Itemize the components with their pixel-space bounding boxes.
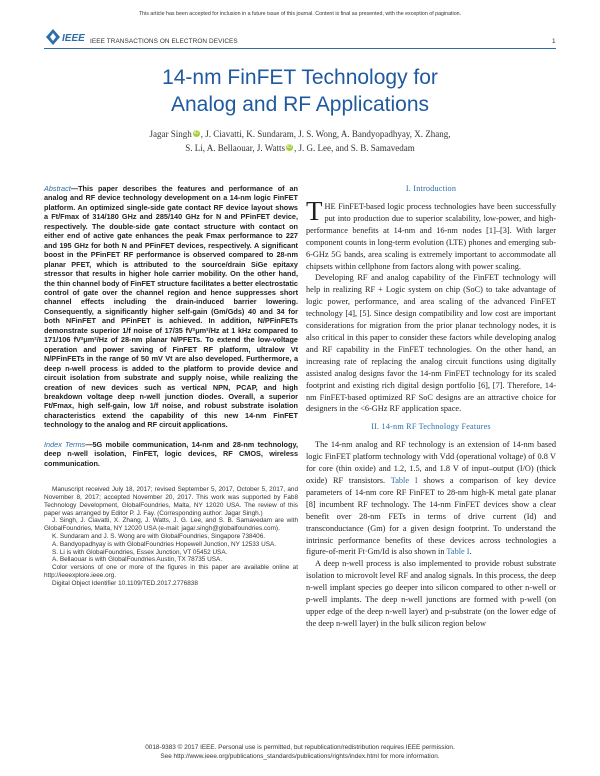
note-affiliation: K. Sundaram and J. S. Wong are with GlobalFoundries, Singapore 738406. <box>52 532 266 540</box>
ieee-logo <box>44 27 86 47</box>
index-terms <box>44 440 298 468</box>
note-affiliation: S. Li is with GlobalFoundries, Essex Junction, VT 05452 USA. <box>52 548 228 556</box>
left-column <box>44 184 298 588</box>
journal-name: IEEE TRANSACTIONS ON ELECTRON DEVICES <box>90 38 238 45</box>
authors-line-1 <box>110 127 490 141</box>
features-paragraph-1 <box>306 439 556 558</box>
right-column <box>306 184 556 630</box>
header-rule <box>44 48 556 49</box>
acceptance-notice: This article has been accepted for inclusion in a future issue of this journal. Content is final as presented, with the exception of pagination. <box>138 11 462 17</box>
note-doi: Digital Object Identifier 10.1109/TED.2017.2776838 <box>52 579 198 587</box>
table-i-link[interactable]: Table I <box>446 547 470 557</box>
manuscript-notes <box>44 486 298 587</box>
features-text-b: shows a comparison of key device parameters of 14-nm core RF FinFET to 28-nm high-K metal gate planar [8] incumbent RF technology. The 14-nm FinFET devices show a clear benefit over 28-nm FETs in terms of drive current (Id) and transconductance (Gm) for a given design footprint. To understand the intrinsic performance benefits of these devices across technologies a figure-of-merit Ft·Gm/Id is also shown in <box>306 476 556 557</box>
abstract <box>44 184 298 430</box>
title-line-2: Analog and RF Applications <box>171 93 429 116</box>
footer-line-1: 0018-9383 © 2017 IEEE. Personal use is permitted, but republication/redistribution requires IEEE permission. <box>145 744 455 751</box>
authors-line-2 <box>110 141 490 155</box>
footer-line-2: See http://www.ieee.org/publications_standards/publications/rights/index.html for more information. <box>160 752 440 760</box>
page-number: 1 <box>552 38 556 45</box>
intro-paragraph-1 <box>306 196 556 272</box>
index-terms-body: —5G mobile communication, 14-nm and 28-nm technology, deep n-well isolation, FinFET, logic devices, RF CMOS, wireless communication. <box>44 439 298 468</box>
intro-paragraph-1-text: HE FinFET-based logic process technologies have been successfully put into production due to superior scalability, low-power, and high-performance benefits at 14-nm and 16-nm nodes [1]–[3]. With larger component counts in long-term evolution (LTE) phones and emerging sub-6-GHz 5G bands, area scaling is extremely important to accommodate all chipsets within cellphone from factors along with power scaling. <box>306 202 556 271</box>
table-i-link[interactable]: Table I <box>390 476 418 486</box>
title-line-1: 14-nm FinFET Technology for <box>162 66 438 89</box>
authors-rest-2: , J. G. Lee, and S. B. Samavedam <box>294 143 415 153</box>
note-affiliation: A. Bandyopadhyay is with GlobalFoundries Hopewell Junction, NY 12533 USA. <box>52 540 277 548</box>
note-manuscript: Manuscript received July 18, 2017; revised September 5, 2017, October 5, 2017, and November 8, 2017; accepted November 20, 2017. This work was supported by Fab8 Technology Development, GlobalFoundries, Malta, NY 12020 USA. The review of this paper was arranged by Editor P. J. Fay. (Corresponding author: Jagar Singh.) <box>44 486 298 517</box>
note-color-versions: Color versions of one or more of the figures in this paper are available online at http://ieeexplore.ieee.org. <box>44 564 298 579</box>
author-jagar-singh: Jagar Singh <box>149 129 192 139</box>
logo-text: IEEE <box>62 33 85 44</box>
index-terms-label: Index Terms <box>44 439 86 449</box>
abstract-label: Abstract <box>44 184 71 193</box>
section-heading-features: II. 14-nm RF Technology Features <box>371 422 491 432</box>
section-heading-introduction: I. Introduction <box>405 184 457 193</box>
author-list <box>110 127 490 155</box>
intro-paragraph-2: Developing RF and analog capability of the FinFET technology will help in realizing RF + Logic system on chip (SoC) to take advantage of logic power, performance, and area scaling of the advanced FinFET technology [4], [5]. Since design compatibility and low cost are important considerations for migration from the prior planar technology nodes, it is also critical in this paper to consider these factors while developing analog and RF capability in the FinFET technologies. On the other hand, an increasing rate of replacing the analog circuit functions using digitally assisted analog designs favor the 14-nm FinFET technology for its scaled footprint and existing rich digital design portfolio [6], [7]. Therefore, 14-nm FinFET-based optimized RF SoC designs are an attractive choice for designers in the <6-GHz RF application space. <box>306 273 556 414</box>
drop-cap: T <box>306 196 323 226</box>
abstract-body: —This paper describes the features and performance of an analog and RF device technology development on a 14-nm logic FinFET platform. An optimized single-side gate contact RF device layout shows a Ft/Fmax of 314/180 GHz and 285/140 GHz for N and PFinFET device, respectively. The double-side gate contact structure with contact on either end of active gate enhances the peak Fmax performance to 227 and 195 GHz for both N and PFinFET devices, respectively. A significant boost in the PFinFET RF performance is observed compared to 28-nm planar PFET, which is attributed to the source/drain SiGe epitaxy stressor that results in higher hole carrier mobility. On the other hand, the thin channel body of FinFET structure facilitates a better electrostatic control of gate over the channel region and hence suppresses short channel effects including the drain-induced barrier lowering. Consequently, a significantly higher self-gain (Gm/Gds) 40 and 34 for both NFinFET and PFinFET is achieved. In addition, N/PFinFETs demonstrate superior 1/f noise of 17/35 fV²μm²/Hz at 1 kHz compared to 171/106 fV²μm²/Hz of 28-nm planar N/PFETs. To extend the low-voltage operation and power saving of FinFET RF platform, ultralow Vt N/PFinFETs in the range of 50 mV Vt are also developed. Furthermore, a deep n-well process is added to the platform to provide device and circuit isolation from substrate and supply noise, while realizing the creation of new devices such as vertical NPN, PCAP, and high breakdown voltage deep n-well junction diodes. Overall, a superior Ft/Fmax, high self-gain, low 1/f noise, and robust substrate isolation characteristics extend the capability of this new 14-nm FinFET technology to the analog and RF circuit applications. <box>44 184 298 430</box>
copyright-footer <box>0 744 600 761</box>
authors-rest-1: , J. Ciavatti, K. Sundaram, J. S. Wong, A. Bandyopadhyay, X. Zhang, <box>200 129 451 139</box>
orcid-icon[interactable]: iD <box>193 130 199 136</box>
note-affiliation: A. Bellaouar is with GlobalFoundries Austin, TX 78735 USA. <box>52 556 223 564</box>
features-text-c: . <box>469 547 472 557</box>
orcid-icon[interactable]: iD <box>287 144 292 150</box>
features-paragraph-2: A deep n-well process is also implemented to provide robust substrate isolation to microvolt level RF and analog signals. In this process, the deep n-well implant species go deeper into silicon compared to other n-well or p-well implants. The deep n-well junctions are formed with p-well (on upper edge of the deep n-well layer) and p-substrate (on the lower edge of the deep n-well layer) in the bulk silicon region below <box>306 559 556 628</box>
features-text-a: The 14-nm analog and RF technology is an extension of 14-nm based logic FinFET platform technology with Vdd (operational voltage) of 0.8 V for core (thin oxide) and 1.2, 1.5, and 1.8 V of input–output (I/O) (thick oxide) RF transistors. <box>306 440 556 486</box>
authors-watts: S. Li, A. Bellaouar, J. Watts <box>185 143 285 153</box>
note-affiliation: J. Singh, J. Ciavatti, X. Zhang, J. Watts, J. G. Lee, and S. B. Samavedam are with GlobalFoundries, Malta, NY 12020 USA (e-mail: jagar.singh@globalfoundries.com). <box>44 517 298 533</box>
paper-title <box>0 64 600 118</box>
